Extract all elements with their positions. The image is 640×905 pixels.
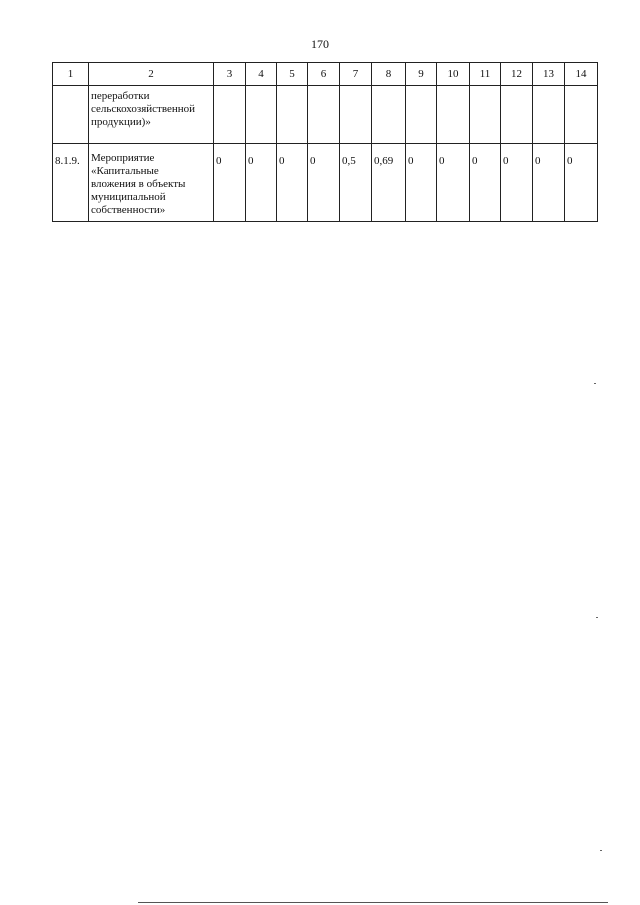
value-cell: 0 [437, 144, 470, 222]
value-cell [533, 86, 565, 144]
column-header: 9 [406, 63, 437, 86]
scan-speck [594, 383, 596, 384]
value-cell [246, 86, 277, 144]
data-table [52, 62, 598, 222]
column-header: 10 [437, 63, 470, 86]
column-header: 2 [89, 63, 214, 86]
scan-speck [596, 617, 598, 618]
column-header: 11 [470, 63, 501, 86]
value-cell: 0 [214, 144, 246, 222]
value-cell: 0,69 [372, 144, 406, 222]
value-cell [437, 86, 470, 144]
value-cell: 0 [533, 144, 565, 222]
row-description-cell [89, 144, 214, 222]
description-line: собственности» [91, 204, 166, 216]
column-header: 4 [246, 63, 277, 86]
scan-bottom-edge [138, 902, 608, 903]
value-cell [565, 86, 598, 144]
scan-speck [600, 850, 602, 851]
table-row-continuation [53, 86, 598, 144]
value-cell [308, 86, 340, 144]
value-cell: 0 [246, 144, 277, 222]
column-header: 1 [53, 63, 89, 86]
column-header: 8 [372, 63, 406, 86]
value-cell: 0 [308, 144, 340, 222]
page-number: 170 [311, 37, 329, 51]
header-row [53, 63, 598, 86]
description-line: сельскохозяйственной [91, 103, 196, 115]
value-cell: 0,5 [340, 144, 372, 222]
description-line: муниципальной [91, 191, 166, 203]
value-cell: 0 [501, 144, 533, 222]
value-cell [501, 86, 533, 144]
value-cell [470, 86, 501, 144]
description-line: вложения в объекты [91, 178, 186, 190]
column-header: 13 [533, 63, 565, 86]
row-description-cell [89, 86, 214, 144]
value-cell [340, 86, 372, 144]
table-row-8-1-9 [53, 144, 598, 222]
column-header: 12 [501, 63, 533, 86]
description-line: «Капитальные [91, 165, 159, 177]
value-cell: 0 [406, 144, 437, 222]
column-header: 14 [565, 63, 598, 86]
description-line: продукции)» [91, 116, 151, 128]
value-cell [372, 86, 406, 144]
value-cell: 0 [277, 144, 308, 222]
value-cell [406, 86, 437, 144]
column-header: 5 [277, 63, 308, 86]
column-header: 7 [340, 63, 372, 86]
value-cell [214, 86, 246, 144]
column-header: 6 [308, 63, 340, 86]
value-cell: 0 [565, 144, 598, 222]
description-line: Мероприятие [91, 152, 155, 164]
description-line: переработки [91, 90, 150, 102]
column-header: 3 [214, 63, 246, 86]
value-cell: 0 [470, 144, 501, 222]
row-number-cell [53, 86, 89, 144]
value-cell [277, 86, 308, 144]
row-number-cell: 8.1.9. [53, 144, 89, 222]
